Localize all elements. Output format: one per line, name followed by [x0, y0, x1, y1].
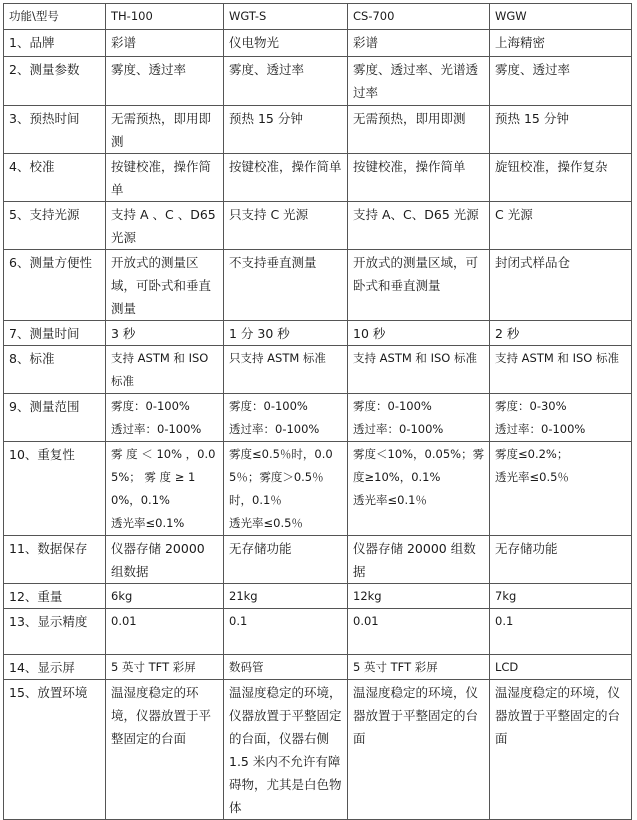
row-label: 9、测量范围 — [4, 394, 106, 442]
table-row — [4, 57, 632, 106]
table-cell: 7kg — [490, 584, 632, 609]
table-cell: 只支持 C 光源 — [224, 202, 348, 250]
table-cell: 0.1 — [490, 609, 632, 655]
row-label: 10、重复性 — [4, 442, 106, 536]
table-cell: 0.1 — [224, 609, 348, 655]
row-label: 8、标准 — [4, 346, 106, 394]
table-cell: 无需预热，即用即测 — [106, 106, 224, 154]
table-cell: 只支持 ASTM 标准 — [224, 346, 348, 394]
table-cell: 雾度、透过率 — [490, 57, 632, 106]
table-cell: LCD — [490, 655, 632, 680]
row-label: 13、显示精度 — [4, 609, 106, 655]
table-cell: 21kg — [224, 584, 348, 609]
table-cell: 雾度、透过率、光谱透过率 — [348, 57, 490, 106]
table-cell: 温湿度稳定的环境，仪器放置于平整固定的台面 — [490, 680, 632, 820]
table-cell: 预热 15 分钟 — [490, 106, 632, 154]
row-label: 6、测量方便性 — [4, 250, 106, 321]
table-cell: 无存储功能 — [490, 536, 632, 584]
row-label: 3、预热时间 — [4, 106, 106, 154]
table-cell: 雾 度 ＜ 10% ，0.05%； 雾 度 ≥ 10%，0.1% 透光率≤0.1% — [106, 442, 224, 536]
table-cell: C 光源 — [490, 202, 632, 250]
table-cell: 雾度：0-100% 透过率：0-100% — [106, 394, 224, 442]
row-label: 12、重量 — [4, 584, 106, 609]
table-cell: 开放式的测量区域，可卧式和垂直测量 — [106, 250, 224, 321]
table-cell: 10 秒 — [348, 321, 490, 346]
table-cell: 无需预热，即用即测 — [348, 106, 490, 154]
table-cell: 雾度≤0.5％时，0.05％；雾度＞0.5％时，0.1％ 透光率≤0.5％ — [224, 442, 348, 536]
table-row — [4, 202, 632, 250]
table-row — [4, 680, 632, 820]
table-cell: 5 英寸 TFT 彩屏 — [106, 655, 224, 680]
table-cell: 雾度：0-100% 透过率：0-100% — [224, 394, 348, 442]
table-cell: 无存储功能 — [224, 536, 348, 584]
table-cell: 上海精密 — [490, 30, 632, 57]
table-cell: 彩谱 — [106, 30, 224, 57]
table-cell: 0.01 — [106, 609, 224, 655]
table-cell: 数码管 — [224, 655, 348, 680]
header-cell-wgts: WGT-S — [224, 4, 348, 30]
table-cell: 0.01 — [348, 609, 490, 655]
table-cell: 支持 A 、C 、D65 光源 — [106, 202, 224, 250]
table-row — [4, 154, 632, 202]
table-row — [4, 442, 632, 536]
table-row — [4, 250, 632, 321]
comparison-table — [3, 3, 632, 820]
table-cell: 仪器存储 20000 组数据 — [348, 536, 490, 584]
header-cell-th100: TH-100 — [106, 4, 224, 30]
row-label: 14、显示屏 — [4, 655, 106, 680]
table-row — [4, 655, 632, 680]
table-cell: 支持 ASTM 和 ISO 标准 — [106, 346, 224, 394]
row-label: 11、数据保存 — [4, 536, 106, 584]
header-cell-wgw: WGW — [490, 4, 632, 30]
table-cell: 支持 ASTM 和 ISO 标准 — [348, 346, 490, 394]
table-cell: 雾度：0-100% 透过率：0-100% — [348, 394, 490, 442]
table-cell: 按键校准，操作简单 — [106, 154, 224, 202]
table-cell: 温湿度稳定的环境，仪器放置于平整固定的台面 — [348, 680, 490, 820]
table-cell: 支持 A、C、D65 光源 — [348, 202, 490, 250]
header-cell-cs700: CS-700 — [348, 4, 490, 30]
table-cell: 6kg — [106, 584, 224, 609]
table-row — [4, 394, 632, 442]
table-cell: 仪器存储 20000 组数据 — [106, 536, 224, 584]
table-cell: 不支持垂直测量 — [224, 250, 348, 321]
table-row — [4, 609, 632, 655]
table-row — [4, 321, 632, 346]
table-cell: 旋钮校准，操作复杂 — [490, 154, 632, 202]
table-row — [4, 30, 632, 57]
row-label: 4、校准 — [4, 154, 106, 202]
row-label: 1、品牌 — [4, 30, 106, 57]
table-row — [4, 584, 632, 609]
table-cell: 按键校准，操作简单 — [348, 154, 490, 202]
row-label: 15、放置环境 — [4, 680, 106, 820]
table-cell: 封闭式样品仓 — [490, 250, 632, 321]
table-cell: 开放式的测量区域，可卧式和垂直测量 — [348, 250, 490, 321]
table-cell: 仪电物光 — [224, 30, 348, 57]
table-cell: 支持 ASTM 和 ISO 标准 — [490, 346, 632, 394]
table-cell: 彩谱 — [348, 30, 490, 57]
table-cell: 雾度＜10%，0.05%；雾度≥10%，0.1% 透光率≤0.1％ — [348, 442, 490, 536]
table-cell: 3 秒 — [106, 321, 224, 346]
table-cell: 温湿度稳定的环境，仪器放置于平整固定的台面 — [106, 680, 224, 820]
table-row — [4, 536, 632, 584]
table-cell: 预热 15 分钟 — [224, 106, 348, 154]
header-row — [4, 4, 632, 30]
table-row — [4, 346, 632, 394]
row-label: 7、测量时间 — [4, 321, 106, 346]
table-cell: 雾度≤0.2%； 透光率≤0.5％ — [490, 442, 632, 536]
table-cell: 温湿度稳定的环境，仪器放置于平整固定的台面，仪器右侧 1.5 米内不允许有障碍物，尤其是白色物体 — [224, 680, 348, 820]
row-label: 2、测量参数 — [4, 57, 106, 106]
table-cell: 按键校准，操作简单 — [224, 154, 348, 202]
table-cell: 5 英寸 TFT 彩屏 — [348, 655, 490, 680]
header-cell-feature: 功能\型号 — [4, 4, 106, 30]
table-cell: 雾度、透过率 — [106, 57, 224, 106]
row-label: 5、支持光源 — [4, 202, 106, 250]
table-cell: 2 秒 — [490, 321, 632, 346]
table-cell: 雾度：0-30% 透过率：0-100% — [490, 394, 632, 442]
table-row — [4, 106, 632, 154]
table-cell: 雾度、透过率 — [224, 57, 348, 106]
table-cell: 12kg — [348, 584, 490, 609]
table-cell: 1 分 30 秒 — [224, 321, 348, 346]
comparison-table-wrapper — [3, 3, 632, 820]
